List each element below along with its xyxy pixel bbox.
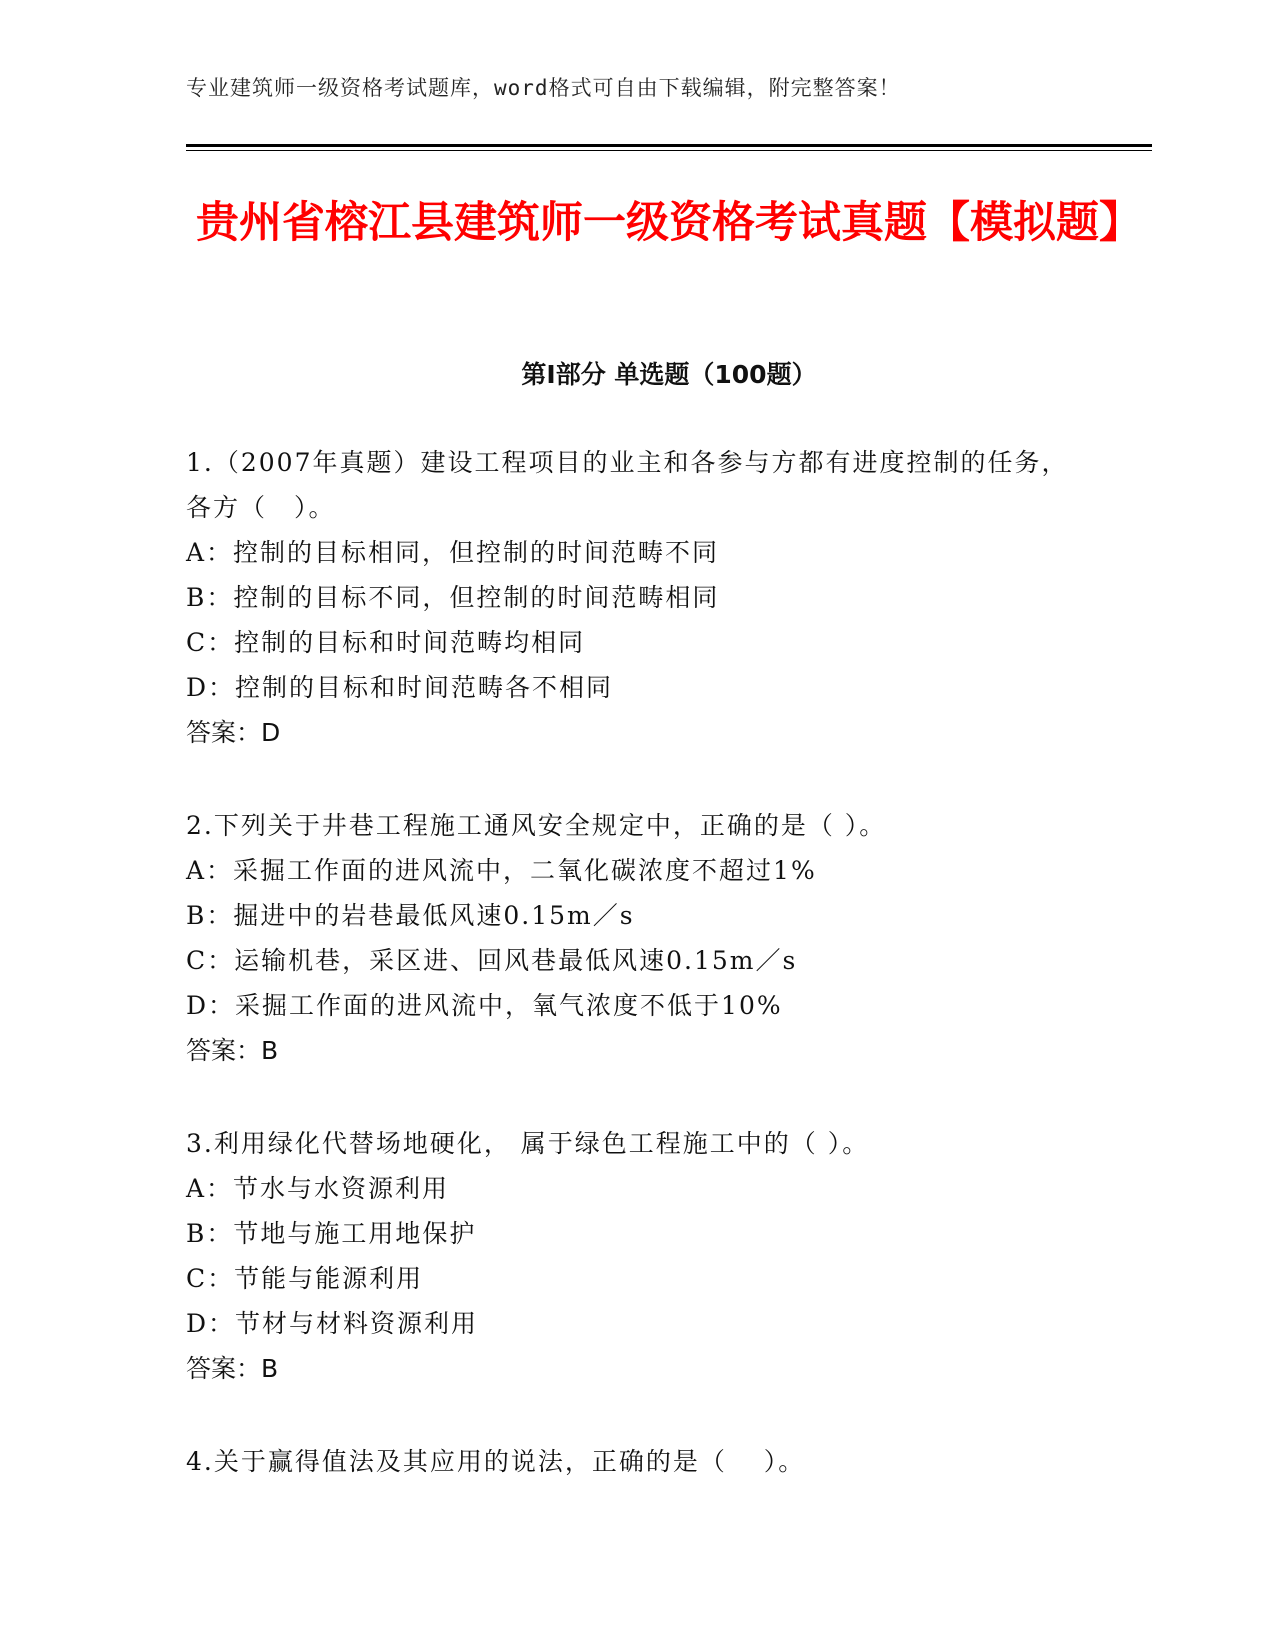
document-title: 贵州省榕江县建筑师一级资格考试真题【模拟题】	[196, 198, 1142, 248]
section-heading: 第Ⅰ部分 单选题（100题）	[521, 360, 817, 389]
option-b: B：节地与施工用地保护	[186, 1219, 477, 1248]
option-d: D：控制的目标和时间范畴各不相同	[186, 673, 614, 702]
answer: 答案：B	[186, 1036, 279, 1065]
question-1	[186, 440, 1086, 755]
answer: 答案：D	[186, 718, 281, 747]
question-4	[186, 1439, 1086, 1484]
question-stem: 3.利用绿化代替场地硬化， 属于绿色工程施工中的（ ）。	[186, 1129, 870, 1158]
option-c: C：节能与能源利用	[186, 1264, 424, 1293]
option-b: B：掘进中的岩巷最低风速0.15m／s	[186, 901, 635, 930]
answer: 答案：B	[186, 1354, 279, 1383]
option-a: A：节水与水资源利用	[186, 1174, 450, 1203]
question-stem: 4.关于赢得值法及其应用的说法，正确的是（ ）。	[186, 1447, 806, 1476]
option-a: A：控制的目标相同，但控制的时间范畴不同	[186, 538, 720, 567]
option-a: A：采掘工作面的进风流中，二氧化碳浓度不超过1%	[186, 856, 817, 885]
question-stem: 1.（2007年真题）建设工程项目的业主和各参与方都有进度控制的任务，各方（ ）。	[186, 448, 1069, 522]
page-header: 专业建筑师一级资格考试题库，word格式可自由下载编辑，附完整答案！	[186, 76, 901, 100]
option-d: D：采掘工作面的进风流中，氧气浓度不低于10%	[186, 991, 783, 1020]
question-3	[186, 1121, 1086, 1391]
question-stem: 2.下列关于井巷工程施工通风安全规定中，正确的是（ ）。	[186, 811, 887, 840]
question-list	[186, 440, 1086, 1532]
header-rule-thin	[186, 150, 1152, 151]
header-rule	[186, 144, 1152, 147]
question-2	[186, 803, 1086, 1073]
option-c: C：运输机巷，采区进、回风巷最低风速0.15m／s	[186, 946, 798, 975]
option-d: D：节材与材料资源利用	[186, 1309, 479, 1338]
option-b: B：控制的目标不同，但控制的时间范畴相同	[186, 583, 720, 612]
option-c: C：控制的目标和时间范畴均相同	[186, 628, 586, 657]
